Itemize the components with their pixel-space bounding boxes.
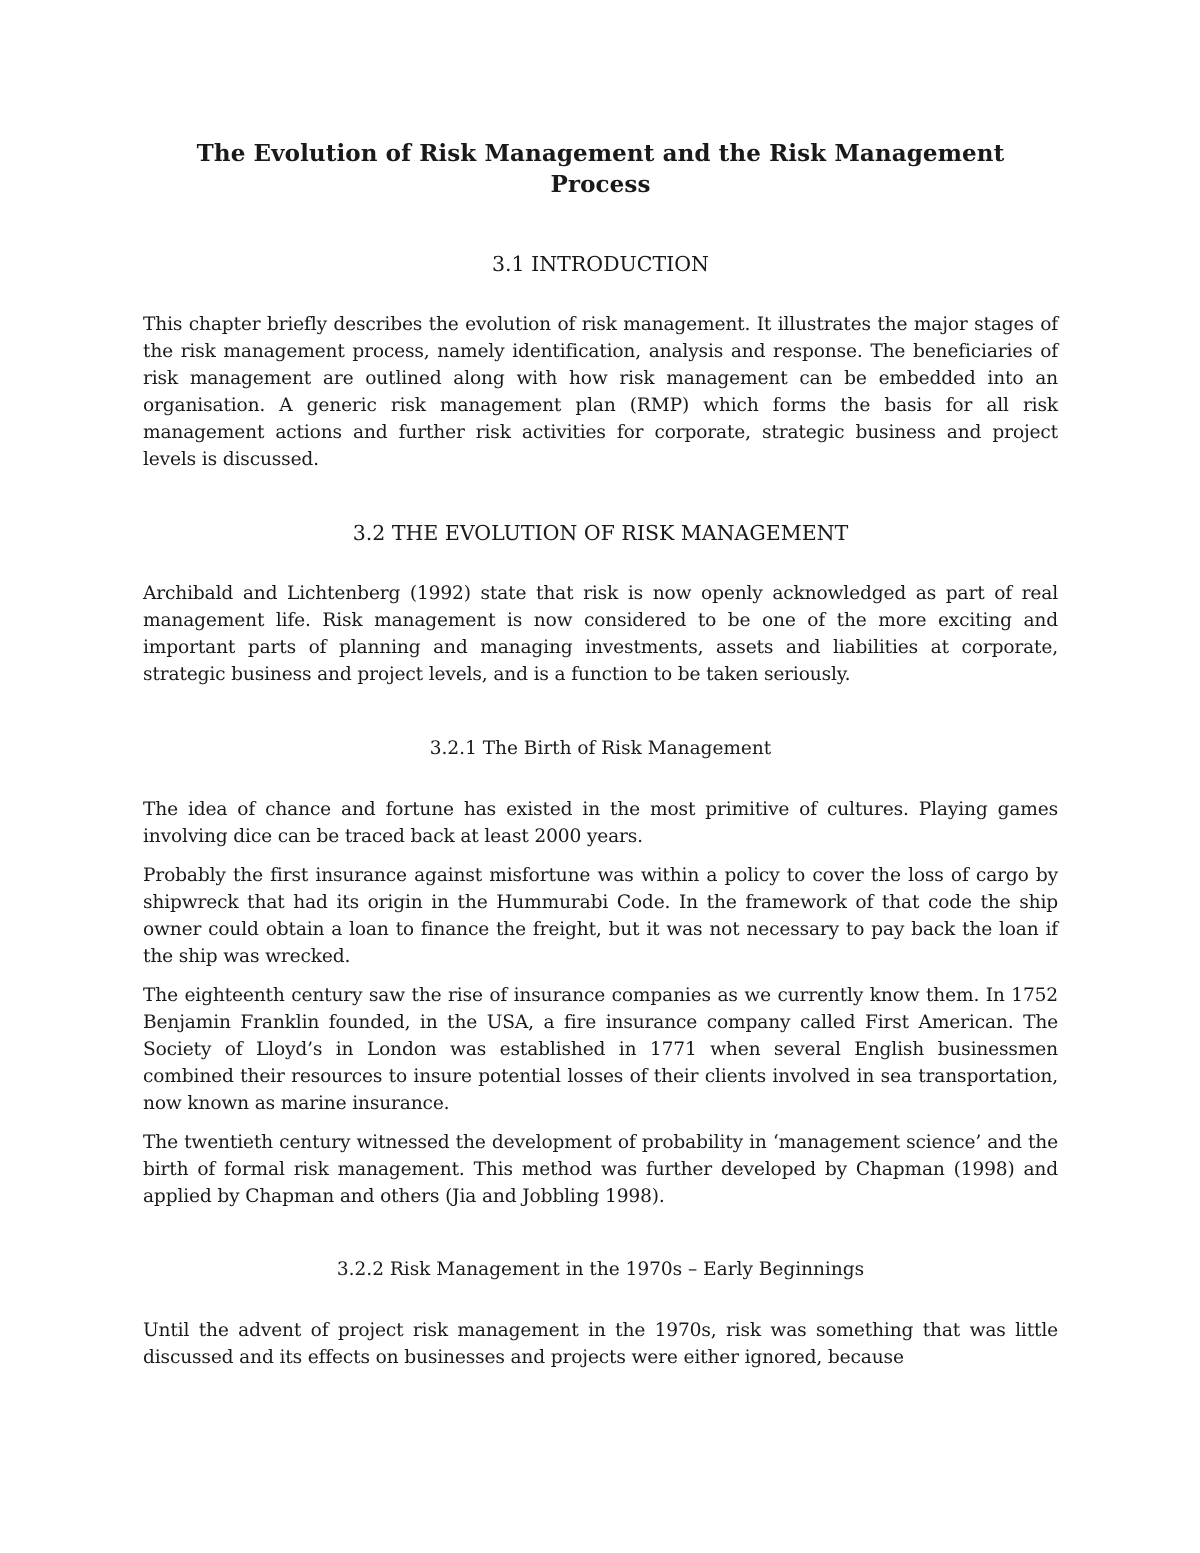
section-heading-evolution: 3.2 THE EVOLUTION OF RISK MANAGEMENT: [352, 521, 849, 545]
section-heading-introduction: 3.1 INTRODUCTION: [492, 252, 709, 276]
subsection-heading-1970s: 3.2.2 Risk Management in the 1970s – Early Beginnings: [336, 1259, 865, 1280]
birth-paragraph-hummurabi: Probably the first insurance against misfortune was within a policy to cover the loss of cargo by shipwreck that had its origin in the Hummurabi Code. In the framework of that code the ship owner could obtain a loan to finance the freight, but it was not necessary to pay back the loan if the ship was wrecked.: [143, 865, 1058, 967]
birth-paragraph-twentieth-century: The twentieth century witnessed the development of probability in ‘management science’ and the birth of formal risk management. This method was further developed by Chapman (1998) and applied by Chapman and others (Jia and Jobbling 1998).: [143, 1132, 1058, 1207]
subsection-heading-birth: 3.2.1 The Birth of Risk Management: [429, 738, 772, 759]
introduction-paragraph: This chapter briefly describes the evolution of risk management. It illustrates the major stages of the risk management process, namely identification, analysis and response. The beneficiaries of risk management are outlined along with how risk management can be embedded into an organisation. A generic risk management plan (RMP) which forms the basis for all risk management actions and further risk activities for corporate, strategic business and project levels is discussed.: [143, 314, 1058, 470]
seventies-paragraph: Until the advent of project risk management in the 1970s, risk was something that was little discussed and its effects on businesses and projects were either ignored, because: [143, 1320, 1058, 1368]
evolution-paragraph: Archibald and Lichtenberg (1992) state that risk is now openly acknowledged as part of real management life. Risk management is now considered to be one of the more exciting and important parts of planning and managing investments, assets and liabilities at corporate, strategic business and project levels, and is a function to be taken seriously.: [143, 583, 1058, 685]
document-title: The Evolution of Risk Management and the Risk Management Process: [196, 140, 1005, 198]
birth-paragraph-insurance-companies: The eighteenth century saw the rise of insurance companies as we currently know them. In 1752 Benjamin Franklin founded, in the USA, a fire insurance company called First American. The Society of Lloyd’s in London was established in 1771 when several English businessmen combined their resources to insure potential losses of their clients involved in sea transportation, now known as marine insurance.: [143, 985, 1058, 1114]
document-page: [143, 138, 1058, 1371]
birth-paragraph-dice: The idea of chance and fortune has existed in the most primitive of cultures. Playing games involving dice can be traced back at least 2000 years.: [143, 799, 1058, 847]
